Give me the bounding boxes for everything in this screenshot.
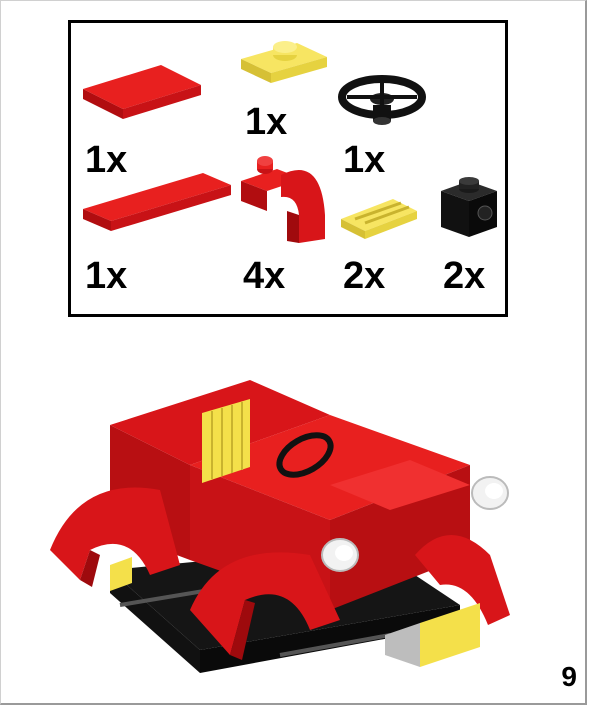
assembled-car-model xyxy=(40,355,510,680)
red-mudguard-icon xyxy=(237,155,333,245)
qty-steering-wheel: 1x xyxy=(343,139,386,181)
qty-red-plate-2x2: 1x xyxy=(85,139,128,181)
qty-red-mudguard: 4x xyxy=(243,255,286,297)
steering-wheel-icon xyxy=(337,75,427,129)
qty-yellow-jumper-plate: 1x xyxy=(245,101,288,143)
red-plate-1x4-icon xyxy=(79,169,235,237)
black-brick-1x1-icon xyxy=(437,173,501,243)
page-number: 9 xyxy=(561,661,577,692)
red-plate-2x2-icon xyxy=(79,61,205,121)
parts-list-box xyxy=(68,20,508,317)
yellow-grille-tile-icon xyxy=(337,191,421,243)
yellow-jumper-plate-icon xyxy=(235,37,335,87)
qty-yellow-grille-tile: 2x xyxy=(343,255,386,297)
qty-red-plate-1x4: 1x xyxy=(85,255,128,297)
qty-black-brick-1x1: 2x xyxy=(443,255,486,297)
